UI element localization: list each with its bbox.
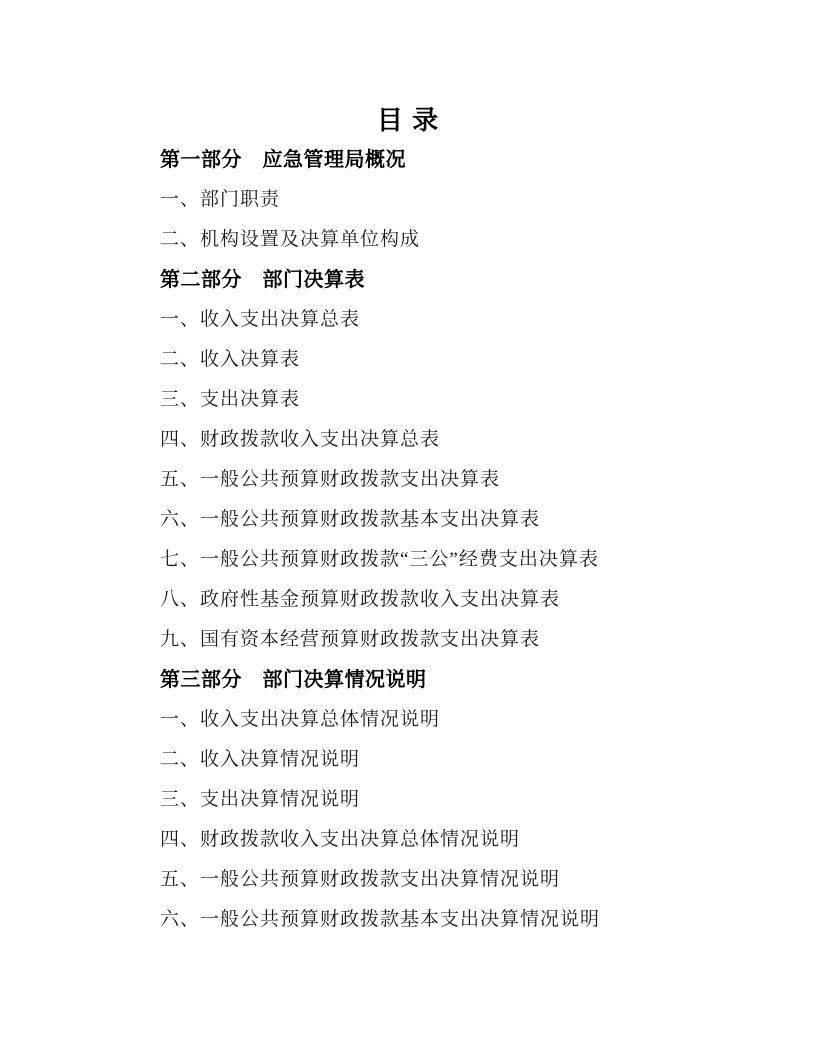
page-title: 目 录 (376, 105, 440, 135)
toc-entry: 三、支出决算情况说明 (160, 789, 361, 810)
toc-entry: 八、政府性基金预算财政拨款收入支出决算表 (160, 589, 561, 610)
toc-entry: 五、一般公共预算财政拨款支出决算表 (160, 469, 501, 490)
toc-entry: 六、一般公共预算财政拨款基本支出决算情况说明 (160, 909, 601, 930)
toc-entry: 四、财政拨款收入支出决算总体情况说明 (160, 829, 521, 850)
toc-entry: 二、收入决算表 (160, 349, 301, 370)
section-heading-part1: 第一部分 应急管理局概况 (160, 149, 406, 171)
toc-entry: 二、机构设置及决算单位构成 (160, 229, 421, 250)
section-heading-part3: 第三部分 部门决算情况说明 (160, 669, 427, 691)
toc-content (0, 100, 816, 940)
toc-entry: 一、收入支出决算总体情况说明 (160, 709, 441, 730)
toc-entry: 七、一般公共预算财政拨款“三公”经费支出决算表 (160, 549, 599, 570)
toc-entry: 五、一般公共预算财政拨款支出决算情况说明 (160, 869, 561, 890)
toc-entry: 四、财政拨款收入支出决算总表 (160, 429, 441, 450)
toc-entry: 一、收入支出决算总表 (160, 309, 361, 330)
toc-entry: 三、支出决算表 (160, 389, 301, 410)
toc-entry: 六、一般公共预算财政拨款基本支出决算表 (160, 509, 541, 530)
toc-entry: 二、收入决算情况说明 (160, 749, 361, 770)
section-heading-part2: 第二部分 部门决算表 (160, 269, 365, 291)
toc-entry: 九、国有资本经营预算财政拨款支出决算表 (160, 629, 541, 650)
toc-entry: 一、部门职责 (160, 189, 281, 210)
